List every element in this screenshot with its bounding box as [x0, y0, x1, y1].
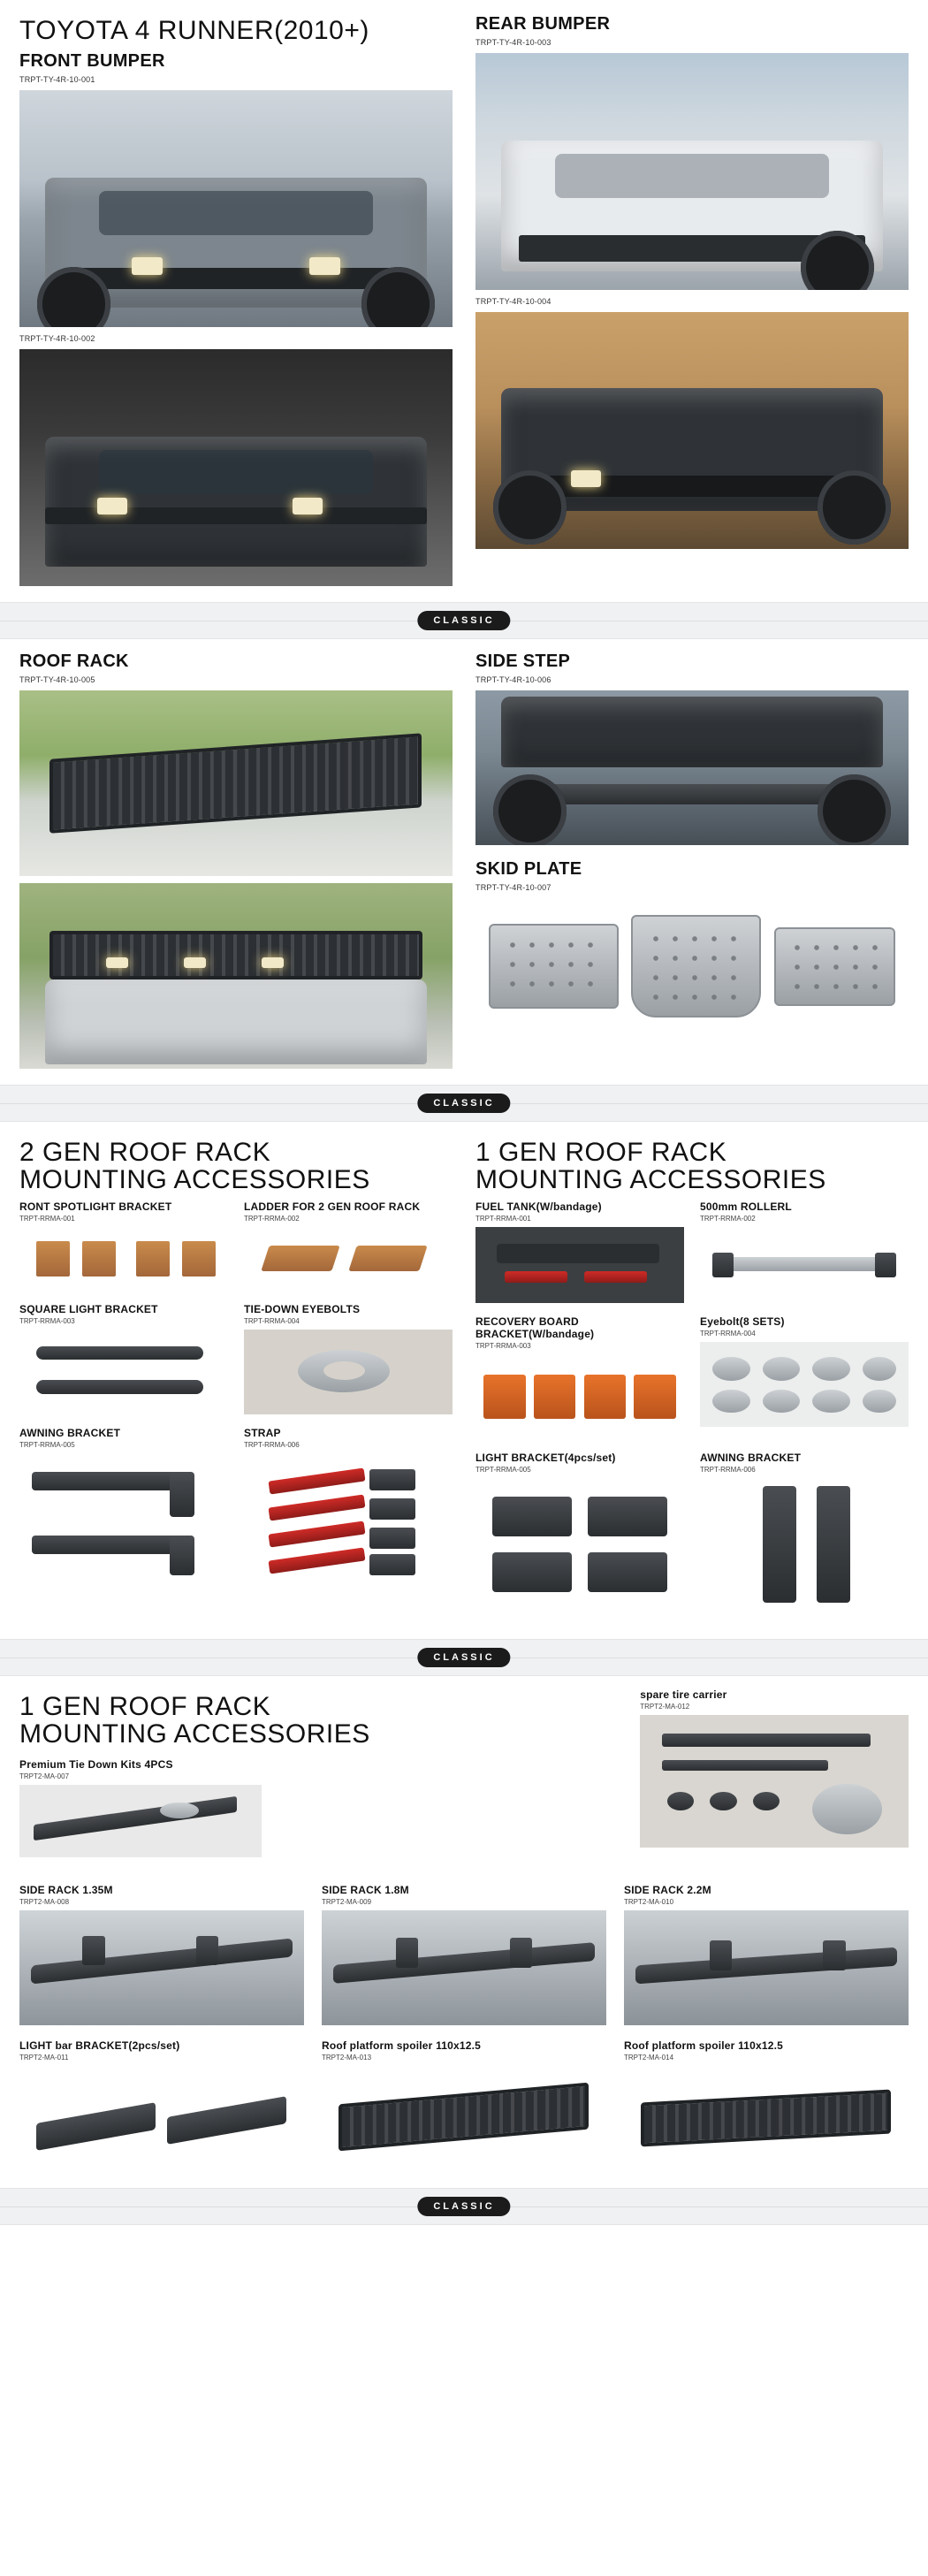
acc-code: TRPT2-MA-008 — [19, 1897, 70, 1906]
acc-light-bar-bracket — [19, 2039, 304, 2172]
acc-awning-bracket-gen1 — [700, 1452, 909, 1611]
acc-image — [19, 2066, 304, 2172]
acc-label: AWNING BRACKET — [700, 1451, 802, 1464]
skid-plate-code: TRPT-TY-4R-10-007 — [475, 882, 551, 892]
acc-fuel-tank — [475, 1200, 684, 1303]
roof-rack-image-2 — [19, 883, 453, 1069]
acc-image — [19, 1453, 228, 1586]
gen1b-title-line2: MOUNTING ACCESSORIES — [19, 1719, 370, 1749]
front-bumper-column — [19, 12, 453, 586]
side-rack-row — [19, 1884, 909, 2025]
acc-premium-tie-down-kits — [19, 1758, 453, 1857]
rear-bumper-code-1: TRPT-TY-4R-10-003 — [475, 38, 551, 47]
gen1-title-line2: MOUNTING ACCESSORIES — [475, 1165, 826, 1195]
gen1-title-line1: 1 GEN ROOF RACK — [475, 1137, 727, 1167]
page-title: TOYOTA 4 RUNNER(2010+) — [19, 16, 369, 45]
classic-badge-4: CLASSIC — [417, 2197, 510, 2216]
acc-code: TRPT2-MA-009 — [322, 1897, 372, 1906]
skid-plate-heading: SKID PLATE — [475, 858, 582, 879]
acc-image — [700, 1342, 909, 1427]
acc-label: SQUARE LIGHT BRACKET — [19, 1302, 158, 1315]
side-step-image — [475, 690, 909, 845]
acc-label: FUEL TANK(W/bandage) — [475, 1200, 602, 1213]
gen2-title-line1: 2 GEN ROOF RACK — [19, 1137, 271, 1167]
acc-label: RECOVERY BOARD BRACKET(W/bandage) — [475, 1315, 595, 1340]
section-bumpers — [0, 0, 928, 586]
section-gen1-accessories-2 — [0, 1676, 928, 2172]
rear-bumper-column — [475, 12, 909, 586]
divider-4 — [0, 2188, 928, 2225]
front-bumper-code-1: TRPT-TY-4R-10-001 — [19, 74, 95, 84]
acc-code: TRPT-RRMA-002 — [700, 1214, 756, 1223]
acc-image — [19, 1330, 228, 1414]
acc-recovery-board-bracket — [475, 1315, 684, 1439]
acc-image — [475, 1227, 684, 1303]
acc-label: LIGHT bar BRACKET(2pcs/set) — [19, 2039, 180, 2052]
acc-code: TRPT-RRMA-004 — [244, 1316, 300, 1325]
acc-label: TIE-DOWN EYEBOLTS — [244, 1302, 361, 1315]
acc-label: 500mm ROLLERL — [700, 1200, 792, 1213]
acc-code: TRPT2-MA-012 — [640, 1702, 690, 1711]
acc-label: SIDE RACK 1.35M — [19, 1883, 113, 1896]
front-bumper-heading: FRONT BUMPER — [19, 50, 165, 71]
acc-label: Roof platform spoiler 110x12.5 — [322, 2039, 482, 2052]
gen1b-title-line1: 1 GEN ROOF RACK — [19, 1691, 271, 1721]
acc-code: TRPT2-MA-011 — [19, 2053, 69, 2062]
front-bumper-code-2: TRPT-TY-4R-10-002 — [19, 333, 95, 343]
section-accessories-gen2-gen1 — [0, 1122, 928, 1623]
front-bumper-image-1 — [19, 90, 453, 327]
acc-eyebolt-8-sets — [700, 1315, 909, 1439]
acc-label: LADDER FOR 2 GEN ROOF RACK — [244, 1200, 421, 1213]
classic-badge-2: CLASSIC — [417, 1094, 510, 1113]
roof-rack-heading: ROOF RACK — [19, 651, 129, 671]
acc-code: TRPT-RRMA-005 — [19, 1440, 75, 1449]
acc-code: TRPT-RRMA-006 — [700, 1465, 756, 1474]
acc-image — [244, 1453, 453, 1586]
roof-rack-code: TRPT-TY-4R-10-005 — [19, 674, 95, 684]
acc-label: SIDE RACK 1.8M — [322, 1883, 409, 1896]
acc-code: TRPT2-MA-010 — [624, 1897, 674, 1906]
acc-label: Eyebolt(8 SETS) — [700, 1315, 785, 1328]
side-step-skid-column — [475, 652, 909, 1069]
divider-1 — [0, 602, 928, 639]
acc-image — [19, 1910, 304, 2025]
divider-3 — [0, 1639, 928, 1676]
acc-code: TRPT-RRMA-001 — [19, 1214, 75, 1223]
acc-image — [322, 1910, 606, 2025]
acc-roof-platform-spoiler-014 — [624, 2039, 909, 2172]
acc-image — [322, 2066, 606, 2172]
acc-awning-bracket-gen2 — [19, 1427, 228, 1586]
acc-spare-tire-carrier — [640, 1688, 909, 1848]
roof-rack-image-1 — [19, 690, 453, 876]
acc-front-spotlight-bracket — [19, 1200, 228, 1291]
acc-light-bracket-4pcs — [475, 1452, 684, 1611]
acc-code: TRPT-RRMA-005 — [475, 1465, 531, 1474]
acc-image — [19, 1227, 228, 1291]
acc-image — [700, 1478, 909, 1611]
acc-code: TRPT2-MA-007 — [19, 1772, 70, 1780]
acc-roof-platform-spoiler-013 — [322, 2039, 606, 2172]
acc-roller-500mm — [700, 1200, 909, 1303]
side-step-code: TRPT-TY-4R-10-006 — [475, 674, 551, 684]
rear-bumper-image-1 — [475, 53, 909, 290]
acc-label: Premium Tie Down Kits 4PCS — [19, 1757, 173, 1771]
acc-ladder-gen2 — [244, 1200, 453, 1291]
rear-bumper-code-2: TRPT-TY-4R-10-004 — [475, 297, 551, 306]
acc-image — [475, 1354, 684, 1439]
acc-image — [475, 1478, 684, 1611]
acc-label: SIDE RACK 2.2M — [624, 1883, 711, 1896]
acc-label: STRAP — [244, 1426, 281, 1439]
acc-image — [624, 1910, 909, 2025]
gen1-accessories-column — [475, 1134, 909, 1623]
classic-badge-1: CLASSIC — [417, 611, 510, 630]
acc-image — [19, 1785, 262, 1857]
acc-code: TRPT-RRMA-002 — [244, 1214, 300, 1223]
roof-rack-column — [19, 652, 453, 1069]
acc-image — [640, 1715, 909, 1848]
side-step-heading: SIDE STEP — [475, 651, 571, 671]
gen2-accessories-column — [19, 1134, 453, 1623]
acc-code: TRPT-RRMA-001 — [475, 1214, 531, 1223]
acc-label: RONT SPOTLIGHT BRACKET — [19, 1200, 172, 1213]
front-bumper-image-2 — [19, 349, 453, 586]
spare-tire-carrier-column — [475, 1688, 909, 1870]
divider-2 — [0, 1085, 928, 1122]
acc-tie-down-eyebolts — [244, 1303, 453, 1414]
rear-bumper-heading: REAR BUMPER — [475, 14, 611, 34]
acc-code: TRPT-RRMA-004 — [700, 1329, 756, 1338]
acc-image — [244, 1330, 453, 1414]
classic-badge-3: CLASSIC — [417, 1648, 510, 1667]
acc-label: Roof platform spoiler 110x12.5 — [624, 2039, 784, 2052]
acc-code: TRPT-RRMA-006 — [244, 1440, 300, 1449]
acc-image — [244, 1227, 453, 1291]
acc-label: LIGHT BRACKET(4pcs/set) — [475, 1451, 616, 1464]
acc-image — [624, 2066, 909, 2172]
acc-side-rack-18 — [322, 1884, 606, 2025]
acc-code: TRPT-RRMA-003 — [19, 1316, 75, 1325]
acc-label: spare tire carrier — [640, 1688, 727, 1701]
acc-image — [700, 1227, 909, 1303]
skid-plate-image — [475, 898, 909, 1044]
acc-strap — [244, 1427, 453, 1586]
section-rack-step-skid — [0, 639, 928, 1069]
acc-code: TRPT2-MA-013 — [322, 2053, 372, 2062]
gen1b-title-column — [19, 1688, 453, 1870]
acc-label: AWNING BRACKET — [19, 1426, 121, 1439]
acc-side-rack-22 — [624, 1884, 909, 2025]
acc-code: TRPT-RRMA-003 — [475, 1341, 531, 1350]
rear-bumper-image-2 — [475, 312, 909, 549]
gen2-title-line2: MOUNTING ACCESSORIES — [19, 1165, 370, 1195]
acc-code: TRPT2-MA-014 — [624, 2053, 674, 2062]
acc-square-light-bracket — [19, 1303, 228, 1414]
spoiler-row — [19, 2039, 909, 2172]
acc-side-rack-135 — [19, 1884, 304, 2025]
